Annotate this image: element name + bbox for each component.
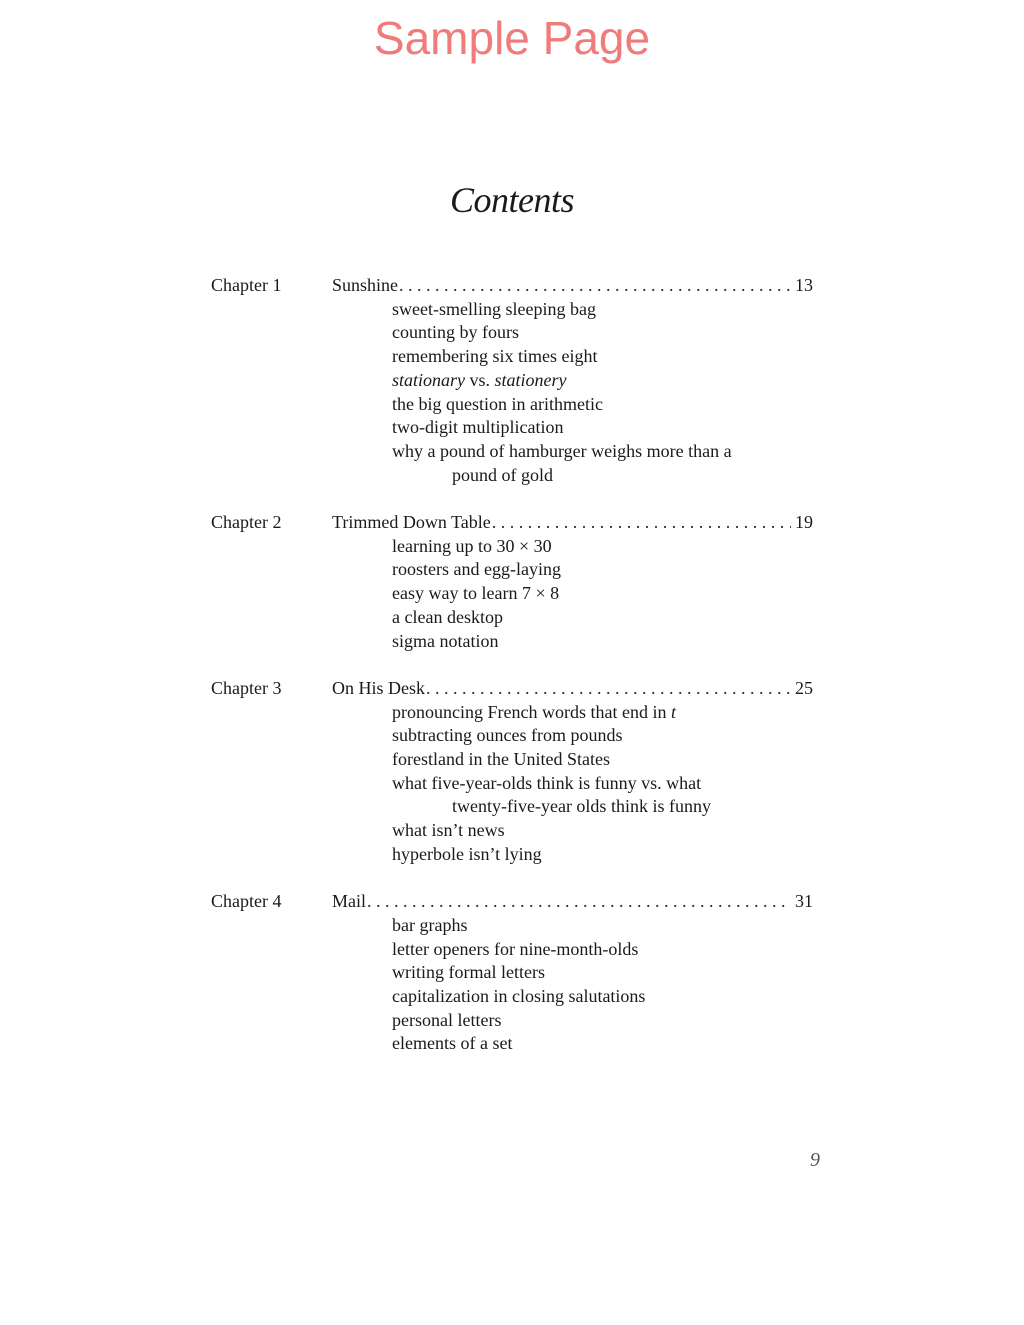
vs-text: vs. bbox=[465, 369, 495, 390]
italic-letter-t: t bbox=[670, 701, 676, 722]
chapter-1-topic-stationary bbox=[211, 369, 813, 393]
chapter-3-entry bbox=[211, 677, 813, 867]
chapter-4-topic: letter openers for nine-month-olds bbox=[392, 938, 639, 959]
chapter-2-dot-leader bbox=[492, 511, 791, 535]
chapter-3-topic: what five-year-olds think is funny vs. what bbox=[392, 772, 702, 793]
chapter-2-label: Chapter 2 bbox=[211, 512, 282, 533]
chapter-4-dot-leader bbox=[367, 890, 791, 914]
chapter-3-heading-line[interactable] bbox=[211, 677, 813, 701]
contents-heading: Contents bbox=[449, 180, 574, 220]
chapter-4-topic: writing formal letters bbox=[392, 962, 545, 983]
chapter-1-topic: why a pound of hamburger weighs more than a bbox=[392, 440, 732, 461]
chapter-3-page-number: 25 bbox=[795, 677, 813, 698]
chapter-4-topic: bar graphs bbox=[392, 914, 468, 935]
chapter-4-topic: elements of a set bbox=[392, 1033, 513, 1054]
chapter-3-label: Chapter 3 bbox=[211, 677, 282, 698]
chapter-4-entry bbox=[211, 890, 813, 1056]
chapter-4-label: Chapter 4 bbox=[211, 891, 282, 912]
chapter-3-topic-french bbox=[211, 701, 813, 725]
chapter-1-heading-line[interactable] bbox=[211, 274, 813, 298]
chapter-2-page-number: 19 bbox=[795, 512, 813, 533]
chapter-4-heading-line[interactable] bbox=[211, 890, 813, 914]
chapter-4-topic: personal letters bbox=[392, 1009, 502, 1030]
chapter-3-topic: forestland in the United States bbox=[392, 749, 610, 770]
table-of-contents bbox=[211, 274, 813, 1080]
chapter-1-topic: remembering six times eight bbox=[392, 346, 598, 367]
chapter-2-heading-line[interactable] bbox=[211, 511, 813, 535]
italic-word-stationery: stationery bbox=[494, 369, 567, 390]
chapter-1-title: Sunshine bbox=[332, 275, 399, 295]
chapter-4-title: Mail bbox=[332, 891, 366, 912]
chapter-1-page-number: 13 bbox=[795, 275, 813, 295]
chapter-3-topic: what isn’t news bbox=[392, 820, 505, 841]
chapter-2-topic: a clean desktop bbox=[392, 606, 503, 627]
chapter-2-topic: roosters and egg-laying bbox=[392, 559, 561, 580]
italic-word-stationary: stationary bbox=[392, 369, 466, 390]
chapter-2-topic: easy way to learn 7 × 8 bbox=[392, 583, 560, 604]
chapter-3-dot-leader bbox=[426, 677, 791, 701]
chapter-2-topic: learning up to 30 × 30 bbox=[392, 535, 552, 556]
chapter-1-topic: sweet-smelling sleeping bag bbox=[392, 298, 596, 319]
chapter-4-topic: capitalization in closing salutations bbox=[392, 986, 646, 1007]
chapter-1-label: Chapter 1 bbox=[211, 275, 282, 295]
chapter-2-entry bbox=[211, 511, 813, 653]
chapter-3-topic: hyperbole isn’t lying bbox=[392, 843, 542, 864]
sample-page-watermark: Sample Page bbox=[373, 12, 651, 64]
chapter-3-title: On His Desk bbox=[332, 677, 425, 698]
page-number-folio: 9 bbox=[810, 1149, 820, 1171]
chapter-1-topic: counting by fours bbox=[392, 322, 519, 343]
chapter-2-topic: sigma notation bbox=[392, 630, 499, 651]
french-topic-text: pronouncing French words that end in bbox=[392, 701, 671, 722]
chapter-4-page-number: 31 bbox=[795, 891, 813, 912]
chapter-1-topic: two-digit multiplication bbox=[392, 417, 564, 438]
chapter-3-topic: subtracting ounces from pounds bbox=[392, 725, 623, 746]
chapter-1-topic: the big question in arithmetic bbox=[392, 393, 603, 414]
chapter-1-dot-leader bbox=[399, 274, 791, 298]
chapter-3-topic-continuation: twenty-five-year olds think is funny bbox=[452, 796, 711, 817]
chapter-1-topic-continuation: pound of gold bbox=[452, 464, 553, 485]
chapter-2-title: Trimmed Down Table bbox=[332, 512, 491, 533]
chapter-1-entry bbox=[211, 274, 813, 487]
